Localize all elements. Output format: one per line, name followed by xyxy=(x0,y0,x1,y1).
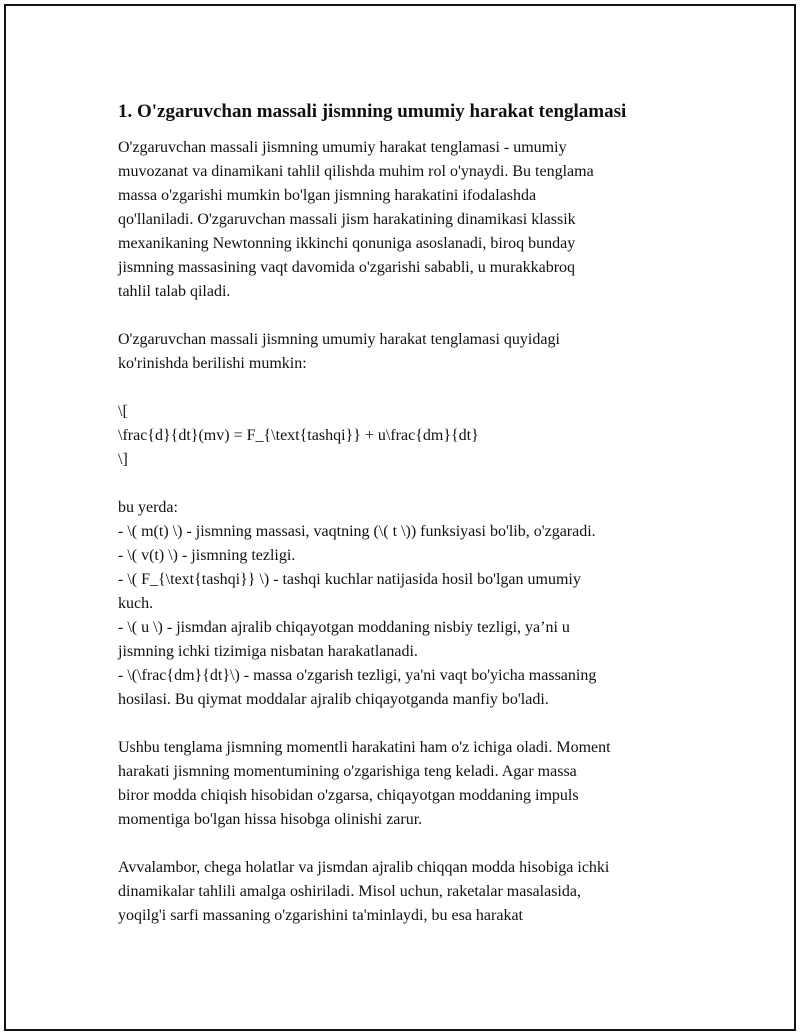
text-line: jismning massasining vaqt davomida o'zgarishi sababli, u murakkabroq xyxy=(118,259,576,276)
document-content xyxy=(118,98,703,952)
text-line: muvozanat va dinamikani tahlil qilishda muhim rol o'ynaydi. Bu tenglama xyxy=(118,163,594,180)
text-line: bu yerda: xyxy=(118,499,178,516)
text-line: biror modda chiqish hisobidan o'zgarsa, chiqayotgan moddaning impuls xyxy=(118,787,579,804)
definition-line: - \( u \) - jismdan ajralib chiqayotgan moddaning nisbiy tezligi, ya’ni u xyxy=(118,619,570,636)
equation-line: \frac{d}{dt}(mv) = F_{\text{tashqi}} + u\frac{dm}{dt} xyxy=(118,427,479,444)
paragraph-moment xyxy=(118,736,703,832)
text-line: O'zgaruvchan massali jismning umumiy harakat tenglamasi - umumiy xyxy=(118,139,567,156)
text-line: momentiga bo'lgan hissa hisobga olinishi zarur. xyxy=(118,811,423,828)
paragraph-definitions xyxy=(118,496,703,712)
definition-line: jismning ichki tizimiga nisbatan harakatlanadi. xyxy=(118,643,418,660)
definition-line: hosilasi. Bu qiymat moddalar ajralib chiqayotganda manfiy bo'ladi. xyxy=(118,691,549,708)
equation-block xyxy=(118,400,703,472)
text-line: tahlil talab qiladi. xyxy=(118,283,231,300)
definition-line: kuch. xyxy=(118,595,154,612)
text-line: massa o'zgarishi mumkin bo'lgan jismning harakatini ifodalashda xyxy=(118,187,537,204)
text-line: yoqilg'i sarfi massaning o'zgarishini ta'minlaydi, bu esa harakat xyxy=(118,907,523,924)
text-line: qo'llaniladi. O'zgaruvchan massali jism harakatining dinamikasi klassik xyxy=(118,211,576,228)
section-title: 1. O'zgaruvchan massali jismning umumiy harakat tenglamasi xyxy=(118,101,627,122)
equation-line: \[ xyxy=(118,403,128,420)
definition-line: - \(\frac{dm}{dt}\) - massa o'zgarish tezligi, ya'ni vaqt bo'yicha massaning xyxy=(118,667,597,684)
text-line: ko'rinishda berilishi mumkin: xyxy=(118,355,307,372)
paragraph-equation-intro xyxy=(118,328,703,376)
text-line: O'zgaruvchan massali jismning umumiy harakat tenglamasi quyidagi xyxy=(118,331,560,348)
text-line: harakati jismning momentumining o'zgarishiga teng keladi. Agar massa xyxy=(118,763,577,780)
paragraph-intro xyxy=(118,136,703,304)
text-line: Avvalambor, chega holatlar va jismdan ajralib chiqqan modda hisobiga ichki xyxy=(118,859,610,876)
paragraph-rocket xyxy=(118,856,703,928)
text-line: mexanikaning Newtonning ikkinchi qonuniga asoslanadi, biroq bunday xyxy=(118,235,576,252)
document-page xyxy=(4,4,796,1031)
definition-line: - \( m(t) \) - jismning massasi, vaqtning (\( t \)) funksiyasi bo'lib, o'zgaradi. xyxy=(118,523,596,540)
definition-line: - \( v(t) \) - jismning tezligi. xyxy=(118,547,296,564)
equation-line: \] xyxy=(118,451,128,468)
text-line: dinamikalar tahlili amalga oshiriladi. Misol uchun, raketalar masalasida, xyxy=(118,883,581,900)
text-line: Ushbu tenglama jismning momentli harakatini ham o'z ichiga oladi. Moment xyxy=(118,739,611,756)
definition-line: - \( F_{\text{tashqi}} \) - tashqi kuchlar natijasida hosil bo'lgan umumiy xyxy=(118,571,581,588)
